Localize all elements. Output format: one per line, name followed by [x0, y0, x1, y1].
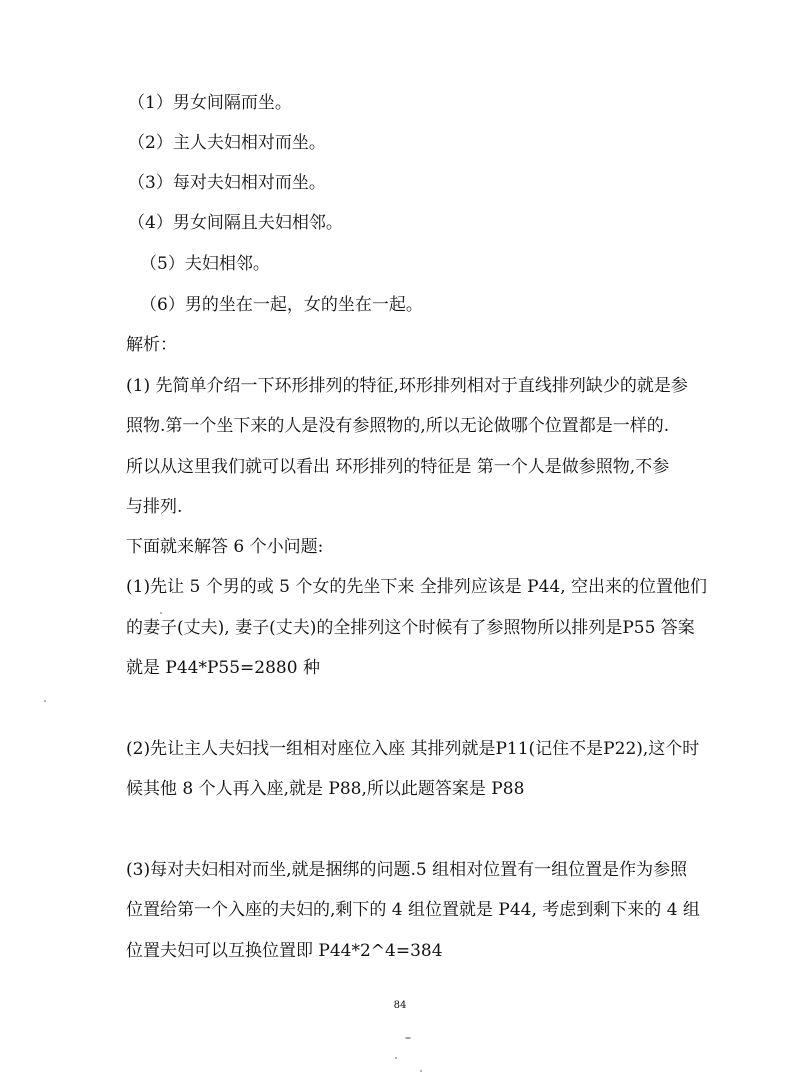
condition-1: （1）男女间隔而坐。 — [128, 93, 292, 113]
answer2-line-1: (2)先让主人夫妇找一组相对座位入座 其排列就是P11(记住不是P22),这个时 — [126, 739, 700, 759]
scan-speck — [395, 1057, 397, 1059]
answer1-line-2: 的妻子(丈夫), 妻子(丈夫)的全排列这个时候有了参照物所以排列是P55 答案 — [126, 618, 695, 638]
scan-speck — [44, 700, 46, 702]
scan-speck — [405, 1037, 411, 1039]
intro-line-1: (1) 先简单介绍一下环形排列的特征,环形排列相对于直线排列缺少的就是参 — [126, 376, 688, 396]
condition-6: （6）男的坐在一起，女的坐在一起。 — [140, 295, 423, 315]
intro-line-2: 照物.第一个坐下来的人是没有参照物的,所以无论做哪个位置都是一样的. — [126, 416, 670, 436]
answer-intro: 下面就来解答 6 个小问题: — [126, 537, 324, 557]
answer3-line-1: (3)每对夫妇相对而坐,就是捆绑的问题.5 组相对位置有一组位置是作为参照 — [126, 860, 688, 880]
answer3-line-3: 位置夫妇可以互换位置即 P44*2^4=384 — [126, 941, 443, 961]
intro-line-4: 与排列. — [126, 497, 183, 517]
answer2-line-2: 候其他 8 个人再入座,就是 P88,所以此题答案是 P88 — [126, 779, 525, 799]
scan-speck — [160, 612, 162, 614]
page-number: 84 — [393, 1000, 407, 1011]
answer3-line-2: 位置给第一个入座的夫妇的,剩下的 4 组位置就是 P44, 考虑到剩下来的 4 组 — [126, 900, 700, 920]
condition-3: （3）每对夫妇相对而坐。 — [128, 173, 326, 193]
answer1-line-1: (1)先让 5 个男的或 5 个女的先坐下来 全排列应该是 P44, 空出来的位置他们 — [126, 577, 708, 597]
condition-5: （5）夫妇相邻。 — [140, 254, 270, 274]
intro-line-3: 所以从这里我们就可以看出 环形排列的特征是 第一个人是做参照物,不参 — [126, 457, 670, 477]
answer1-line-3: 就是 P44*P55=2880 种 — [126, 658, 320, 678]
condition-4: （4）男女间隔且夫妇相邻。 — [128, 213, 343, 233]
analysis-heading: 解析： — [126, 335, 177, 355]
scan-speck — [420, 1070, 422, 1072]
condition-2: （2）主人夫妇相对而坐。 — [128, 133, 326, 153]
